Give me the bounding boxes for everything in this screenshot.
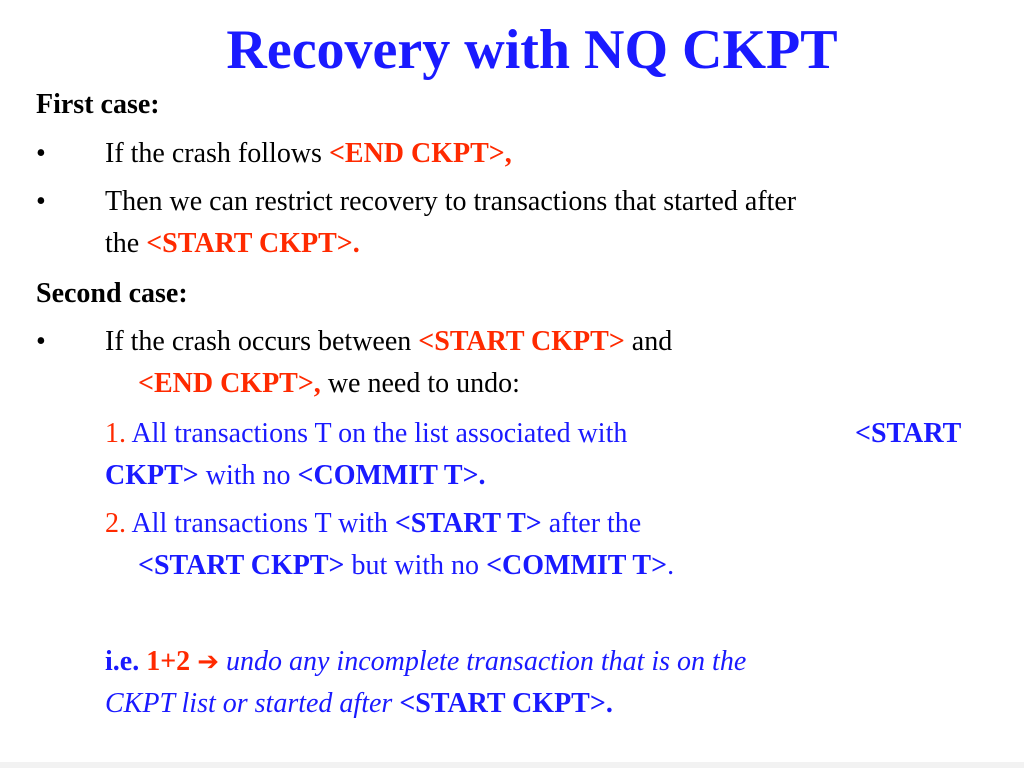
conclusion-line-2 [105, 690, 613, 718]
bullet-first-2: • [36, 186, 46, 217]
item-2-start-t: <START T> [394, 508, 542, 539]
first-case-line-1-text: If the crash follows [105, 138, 329, 169]
second-case-line-1-cont [138, 370, 520, 398]
conclusion-start-ckpt: <START CKPT>. [399, 688, 613, 719]
item-2-text: All transactions T with [126, 508, 395, 539]
first-case-line-2-cont-text: the [105, 228, 147, 259]
item-2-line-2 [138, 552, 674, 580]
item-2-number: 2. [105, 508, 126, 539]
item-1-text: All transactions T on the list associated with [126, 418, 628, 449]
first-case-line-2-cont [105, 230, 360, 258]
first-case-heading: First case: [36, 89, 160, 120]
conclusion-text-2: CKPT list or started after [105, 688, 400, 719]
item-2-line-1 [105, 510, 641, 538]
start-ckpt-highlight-2: <START CKPT> [418, 326, 625, 357]
first-case-line-2: Then we can restrict recovery to transactions that started after [105, 186, 797, 217]
and-text: and [624, 326, 673, 357]
first-case-line-1 [105, 140, 512, 168]
ie-label: i.e. [105, 646, 147, 677]
item-1-commit: <COMMIT T>. [297, 460, 486, 491]
end-ckpt-highlight: <END CKPT>, [328, 138, 512, 169]
second-case-line-1-text: If the crash occurs between [105, 326, 419, 357]
item-1-start-part1: <START [855, 418, 962, 449]
end-ckpt-highlight-2: <END CKPT>, [138, 368, 321, 399]
start-ckpt-highlight: <START CKPT>. [146, 228, 360, 259]
item-1-number: 1. [105, 418, 126, 449]
need-to-undo-text: we need to undo: [320, 368, 520, 399]
bullet-first-1: • [36, 138, 46, 169]
second-case-heading: Second case: [36, 278, 188, 309]
item-1-start-part2: CKPT> [105, 460, 199, 491]
slide-title: Recovery with NQ CKPT [226, 19, 838, 81]
item-2-start-ckpt: <START CKPT> [138, 550, 345, 581]
conclusion-line-1 [105, 648, 746, 676]
item-1-line-2 [105, 462, 486, 490]
right-arrow-icon: ➔ [197, 647, 219, 677]
item-1-line-1 [105, 420, 627, 448]
bullet-second-1: • [36, 326, 46, 357]
item-2-after-the: after the [541, 508, 642, 539]
item-1-with-no: with no [198, 460, 298, 491]
item-2-period: . [667, 550, 675, 581]
item-2-commit: <COMMIT T> [486, 550, 668, 581]
bottom-divider [0, 762, 1024, 768]
item-2-but-no: but with no [344, 550, 487, 581]
sum-label: 1+2 [146, 646, 191, 677]
second-case-line-1 [105, 328, 672, 356]
conclusion-text-1: undo any incomplete transaction that is on the [218, 646, 747, 677]
